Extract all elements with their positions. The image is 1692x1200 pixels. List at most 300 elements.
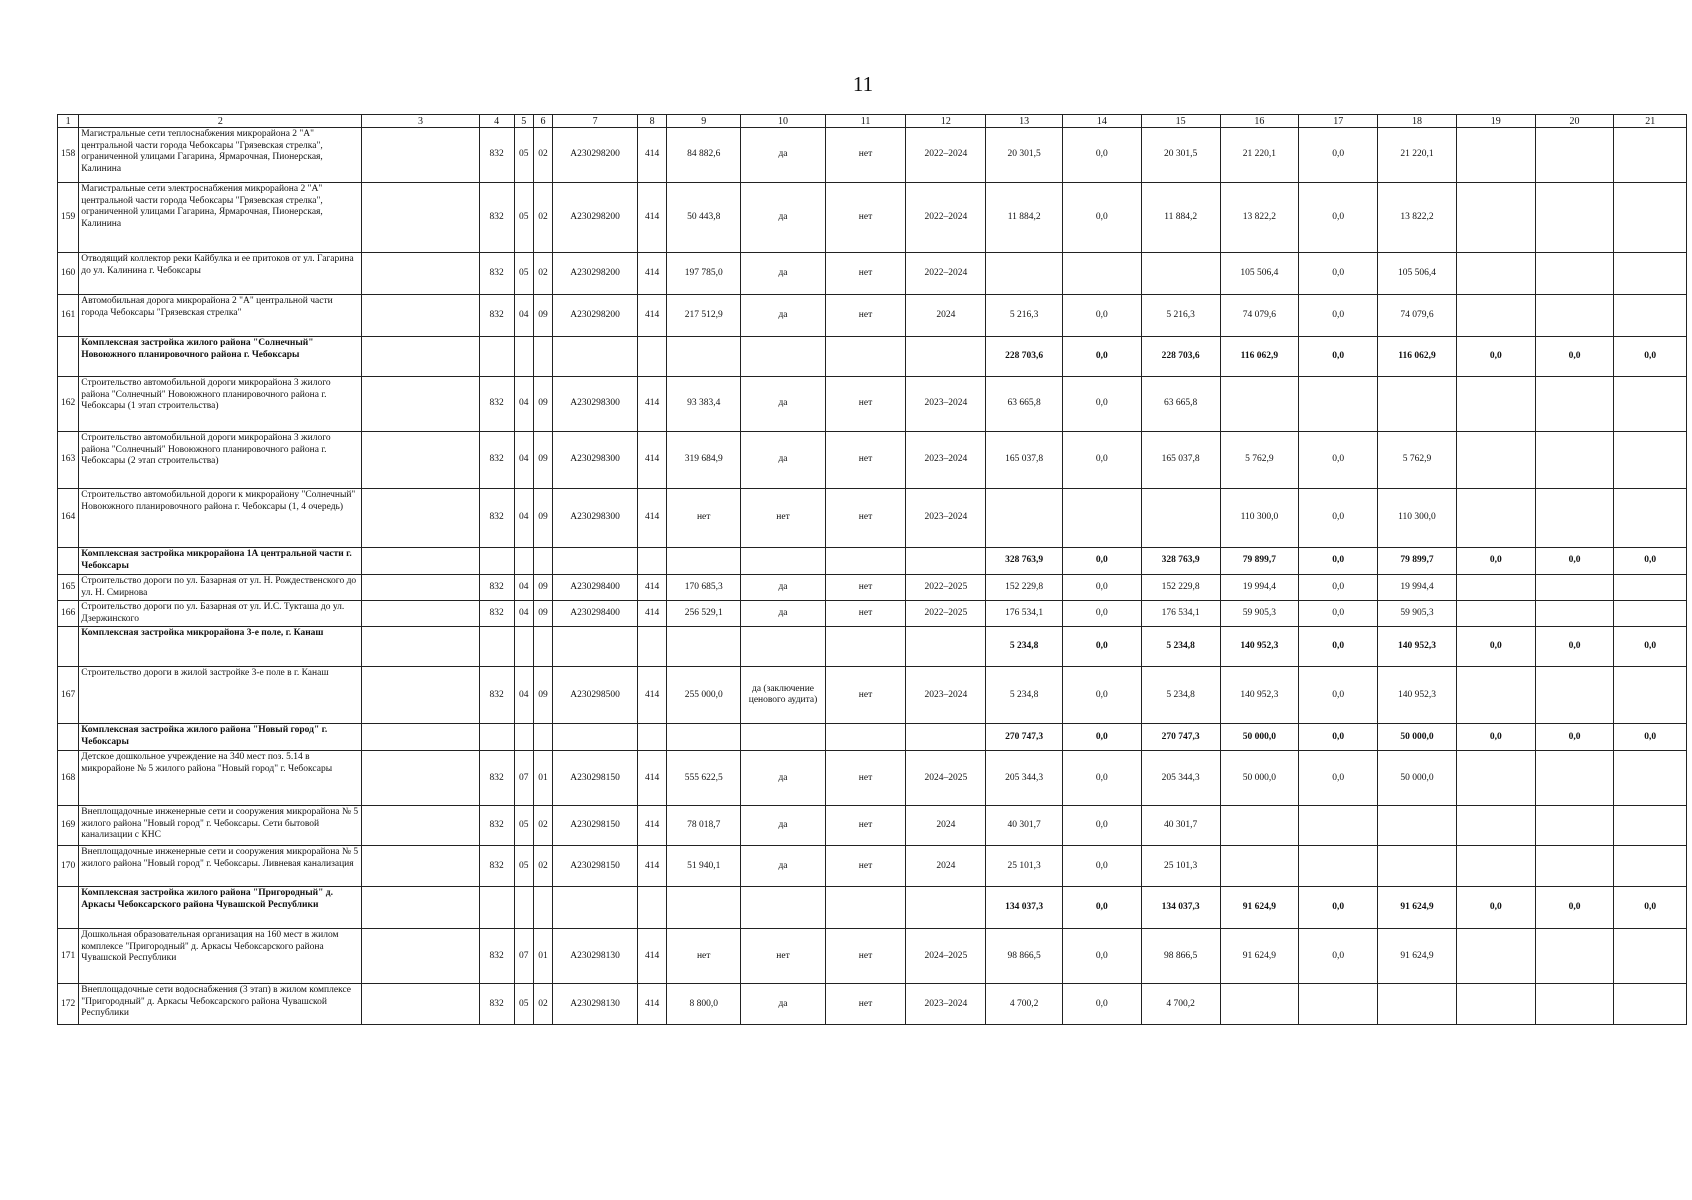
table-cell <box>362 667 479 724</box>
table-cell: 256 529,1 <box>666 601 741 627</box>
table-row <box>58 128 1687 183</box>
table-cell <box>638 887 667 929</box>
table-cell <box>362 601 479 627</box>
table-cell: 832 <box>479 377 514 432</box>
table-cell <box>1614 667 1687 724</box>
table-cell: 0,0 <box>1062 724 1141 751</box>
column-number-header: 20 <box>1535 115 1614 128</box>
table-cell: 2023–2024 <box>906 489 986 548</box>
object-name-cell: Внеплощадочные инженерные сети и сооружения микрорайона № 5 жилого района "Новый город" г. Чебоксары. Ливневая канализация <box>79 846 362 887</box>
table-cell: 0,0 <box>1299 929 1378 984</box>
object-name-cell: Строительство автомобильной дороги микрорайона 3 жилого района "Солнечный" Новоюжного планировочного района г. Чебоксары (1 этап строительства) <box>79 377 362 432</box>
table-cell: 414 <box>638 432 667 489</box>
table-cell: нет <box>825 806 906 846</box>
object-name-cell: Комплексная застройка микрорайона 1А центральной части г. Чебоксары <box>79 548 362 575</box>
row-number-cell: 172 <box>58 984 79 1025</box>
table-cell <box>1614 984 1687 1025</box>
table-cell <box>362 128 479 183</box>
table-cell: 19 994,4 <box>1220 575 1299 601</box>
table-cell: 205 344,3 <box>1141 751 1220 806</box>
object-name-cell: Комплексная застройка жилого района "Пригородный" д. Аркасы Чебоксарского района Чувашской Республики <box>79 887 362 929</box>
table-cell <box>1614 432 1687 489</box>
table-cell: 09 <box>533 575 552 601</box>
table-cell: 0,0 <box>1299 627 1378 667</box>
object-name-cell: Внеплощадочные сети водоснабжения (3 этап) в жилом комплексе "Пригородный" д. Аркасы Чебоксарского района Чувашской Республики <box>79 984 362 1025</box>
table-cell: 140 952,3 <box>1220 627 1299 667</box>
table-cell <box>362 295 479 337</box>
table-cell: 0,0 <box>1062 183 1141 253</box>
table-cell: 0,0 <box>1062 377 1141 432</box>
table-cell <box>1614 377 1687 432</box>
table-cell: 05 <box>514 128 533 183</box>
table-cell: 50 000,0 <box>1378 751 1457 806</box>
table-cell: нет <box>825 575 906 601</box>
table-cell: 555 622,5 <box>666 751 741 806</box>
table-cell: 255 000,0 <box>666 667 741 724</box>
table-cell <box>479 337 514 377</box>
table-cell <box>1614 751 1687 806</box>
table-cell: да <box>741 806 825 846</box>
table-cell: нет <box>825 183 906 253</box>
row-number-cell: 165 <box>58 575 79 601</box>
table-cell: 832 <box>479 667 514 724</box>
table-cell <box>479 887 514 929</box>
table-cell: нет <box>825 984 906 1025</box>
table-cell: 152 229,8 <box>986 575 1063 601</box>
table-cell: 5 234,8 <box>986 667 1063 724</box>
table-cell <box>362 548 479 575</box>
table-cell: 2024 <box>906 295 986 337</box>
table-cell <box>1456 751 1535 806</box>
table-row <box>58 846 1687 887</box>
table-cell: А230298200 <box>553 128 638 183</box>
column-number-header: 13 <box>986 115 1063 128</box>
table-cell <box>1535 295 1614 337</box>
table-cell: 40 301,7 <box>986 806 1063 846</box>
table-cell <box>1062 253 1141 295</box>
table-cell: 0,0 <box>1299 489 1378 548</box>
table-cell: да (заключение ценового аудита) <box>741 667 825 724</box>
page-number: 11 <box>852 72 874 96</box>
table-cell: 07 <box>514 929 533 984</box>
table-cell <box>1614 575 1687 601</box>
table-cell: 414 <box>638 575 667 601</box>
table-cell: А230298130 <box>553 929 638 984</box>
table-cell: нет <box>666 929 741 984</box>
table-cell <box>1614 929 1687 984</box>
row-number-cell: 168 <box>58 751 79 806</box>
table-cell: 832 <box>479 601 514 627</box>
table-cell <box>1456 667 1535 724</box>
table-cell <box>514 548 533 575</box>
row-number-cell <box>58 548 79 575</box>
table-cell: 19 994,4 <box>1378 575 1457 601</box>
row-number-cell: 169 <box>58 806 79 846</box>
table-cell: 2024 <box>906 806 986 846</box>
table-cell: да <box>741 183 825 253</box>
table-cell <box>553 548 638 575</box>
table-cell: 2023–2024 <box>906 667 986 724</box>
table-cell <box>666 337 741 377</box>
table-cell: 01 <box>533 751 552 806</box>
table-cell <box>1456 984 1535 1025</box>
table-cell <box>638 724 667 751</box>
table-row <box>58 667 1687 724</box>
table-cell: 02 <box>533 128 552 183</box>
row-number-cell: 163 <box>58 432 79 489</box>
column-number-header: 16 <box>1220 115 1299 128</box>
table-cell <box>1141 253 1220 295</box>
table-cell: 25 101,3 <box>1141 846 1220 887</box>
table-cell: 79 899,7 <box>1378 548 1457 575</box>
table-cell: 140 952,3 <box>1378 627 1457 667</box>
table-cell <box>1378 377 1457 432</box>
table-cell: 02 <box>533 984 552 1025</box>
column-number-header: 10 <box>741 115 825 128</box>
table-cell: 2022–2024 <box>906 183 986 253</box>
table-cell: 134 037,3 <box>986 887 1063 929</box>
table-cell: 2024–2025 <box>906 751 986 806</box>
table-cell: 165 037,8 <box>1141 432 1220 489</box>
table-cell: А230298300 <box>553 432 638 489</box>
table-cell: нет <box>825 846 906 887</box>
table-cell: 0,0 <box>1535 887 1614 929</box>
table-cell: нет <box>825 295 906 337</box>
table-cell <box>362 751 479 806</box>
table-cell: 0,0 <box>1062 929 1141 984</box>
table-cell <box>906 627 986 667</box>
table-cell: 0,0 <box>1299 667 1378 724</box>
table-cell <box>479 627 514 667</box>
table-cell: А230298300 <box>553 377 638 432</box>
table-cell: нет <box>825 253 906 295</box>
table-cell: 414 <box>638 128 667 183</box>
table-cell <box>1220 984 1299 1025</box>
table-cell <box>1456 575 1535 601</box>
table-cell: 0,0 <box>1614 548 1687 575</box>
table-cell: 0,0 <box>1456 627 1535 667</box>
table-cell: 91 624,9 <box>1378 887 1457 929</box>
table-cell <box>1535 377 1614 432</box>
table-cell: А230298200 <box>553 253 638 295</box>
group-total-row <box>58 627 1687 667</box>
table-cell: 0,0 <box>1299 887 1378 929</box>
table-cell: да <box>741 984 825 1025</box>
table-cell: 09 <box>533 377 552 432</box>
group-total-row <box>58 887 1687 929</box>
table-cell: А230298130 <box>553 984 638 1025</box>
table-cell: нет <box>741 929 825 984</box>
table-cell: 0,0 <box>1535 627 1614 667</box>
table-cell: 0,0 <box>1062 548 1141 575</box>
table-cell: нет <box>825 601 906 627</box>
object-name-cell: Строительство автомобильной дороги к микрорайону "Солнечный" Новоюжного планировочного района г. Чебоксары (1, 4 очередь) <box>79 489 362 548</box>
row-number-cell: 161 <box>58 295 79 337</box>
table-cell <box>1220 846 1299 887</box>
table-cell: 07 <box>514 751 533 806</box>
table-cell: нет <box>825 929 906 984</box>
table-cell: да <box>741 846 825 887</box>
table-cell <box>533 627 552 667</box>
table-cell: 0,0 <box>1456 887 1535 929</box>
column-number-header-row <box>58 115 1687 128</box>
table-cell <box>906 887 986 929</box>
table-cell: 0,0 <box>1299 575 1378 601</box>
table-cell <box>362 337 479 377</box>
table-cell: 04 <box>514 432 533 489</box>
table-cell: нет <box>825 128 906 183</box>
table-cell: 09 <box>533 601 552 627</box>
table-cell: 414 <box>638 846 667 887</box>
table-cell: 0,0 <box>1299 601 1378 627</box>
table-cell: 140 952,3 <box>1220 667 1299 724</box>
table-cell: 59 905,3 <box>1378 601 1457 627</box>
table-cell: 832 <box>479 253 514 295</box>
table-cell: 50 000,0 <box>1220 724 1299 751</box>
column-number-header: 12 <box>906 115 986 128</box>
table-cell: 05 <box>514 984 533 1025</box>
column-number-header: 8 <box>638 115 667 128</box>
object-name-cell: Дошкольная образовательная организация на 160 мест в жилом комплексе "Пригородный" д. Аркасы Чебоксарского района Чувашской Республики <box>79 929 362 984</box>
table-cell: 2023–2024 <box>906 984 986 1025</box>
table-cell: 13 822,2 <box>1220 183 1299 253</box>
table-cell: 414 <box>638 489 667 548</box>
table-cell: 0,0 <box>1062 128 1141 183</box>
table-cell: А230298150 <box>553 846 638 887</box>
table-cell: 832 <box>479 183 514 253</box>
table-cell: 04 <box>514 601 533 627</box>
column-number-header: 3 <box>362 115 479 128</box>
table-cell <box>638 337 667 377</box>
table-cell: 0,0 <box>1535 337 1614 377</box>
column-number-header: 18 <box>1378 115 1457 128</box>
table-row <box>58 751 1687 806</box>
table-cell <box>1378 806 1457 846</box>
table-cell: А230298150 <box>553 806 638 846</box>
table-cell: 5 762,9 <box>1220 432 1299 489</box>
table-cell <box>741 548 825 575</box>
column-number-header: 9 <box>666 115 741 128</box>
table-cell: 04 <box>514 575 533 601</box>
table-cell <box>741 337 825 377</box>
table-cell <box>1378 984 1457 1025</box>
table-cell: 0,0 <box>1062 984 1141 1025</box>
table-cell: 05 <box>514 183 533 253</box>
table-cell: 0,0 <box>1062 627 1141 667</box>
table-cell <box>1141 489 1220 548</box>
table-cell <box>1535 128 1614 183</box>
table-cell: 170 685,3 <box>666 575 741 601</box>
table-cell: А230298200 <box>553 183 638 253</box>
table-cell: 0,0 <box>1062 575 1141 601</box>
table-cell: 79 899,7 <box>1220 548 1299 575</box>
object-name-cell: Строительство дороги в жилой застройке 3-е поле в г. Канаш <box>79 667 362 724</box>
table-cell <box>1456 489 1535 548</box>
table-cell: 0,0 <box>1299 253 1378 295</box>
table-cell: 0,0 <box>1062 601 1141 627</box>
table-cell: 2022–2025 <box>906 601 986 627</box>
table-cell: 832 <box>479 295 514 337</box>
table-cell: 98 866,5 <box>986 929 1063 984</box>
table-cell: 5 762,9 <box>1378 432 1457 489</box>
table-cell <box>514 887 533 929</box>
object-name-cell: Отводящий коллектор реки Кайбулка и ее притоков от ул. Гагарина до ул. Калинина г. Чебоксары <box>79 253 362 295</box>
table-cell <box>362 846 479 887</box>
row-number-cell: 158 <box>58 128 79 183</box>
table-cell: 414 <box>638 295 667 337</box>
table-cell: 05 <box>514 253 533 295</box>
table-cell <box>1456 295 1535 337</box>
object-name-cell: Комплексная застройка жилого района "Новый город" г. Чебоксары <box>79 724 362 751</box>
table-cell: 0,0 <box>1062 667 1141 724</box>
table-row <box>58 984 1687 1025</box>
table-cell: нет <box>825 489 906 548</box>
table-cell <box>1456 253 1535 295</box>
table-cell: 78 018,7 <box>666 806 741 846</box>
table-cell <box>1535 432 1614 489</box>
column-number-header: 19 <box>1456 115 1535 128</box>
table-cell: 02 <box>533 806 552 846</box>
table-cell: 0,0 <box>1535 724 1614 751</box>
row-number-cell: 166 <box>58 601 79 627</box>
column-number-header: 2 <box>79 115 362 128</box>
table-cell: 0,0 <box>1062 846 1141 887</box>
table-cell: 84 882,6 <box>666 128 741 183</box>
table-cell: 13 822,2 <box>1378 183 1457 253</box>
table-cell <box>1299 806 1378 846</box>
table-cell: 328 763,9 <box>1141 548 1220 575</box>
table-cell: 09 <box>533 489 552 548</box>
table-cell: 2024–2025 <box>906 929 986 984</box>
table-cell: 116 062,9 <box>1220 337 1299 377</box>
group-total-row <box>58 337 1687 377</box>
table-body <box>58 115 1687 1025</box>
table-cell: 04 <box>514 295 533 337</box>
table-cell: 74 079,6 <box>1378 295 1457 337</box>
table-cell <box>362 929 479 984</box>
table-cell: нет <box>666 489 741 548</box>
table-cell <box>1456 183 1535 253</box>
table-cell: 40 301,7 <box>1141 806 1220 846</box>
table-cell: 832 <box>479 806 514 846</box>
table-cell: 0,0 <box>1456 724 1535 751</box>
column-number-header: 4 <box>479 115 514 128</box>
table-cell: А230298400 <box>553 601 638 627</box>
table-cell: 0,0 <box>1062 751 1141 806</box>
row-number-cell: 171 <box>58 929 79 984</box>
table-cell: 152 229,8 <box>1141 575 1220 601</box>
column-number-header: 1 <box>58 115 79 128</box>
table-cell <box>1614 489 1687 548</box>
table-cell: 270 747,3 <box>1141 724 1220 751</box>
table-cell <box>1456 806 1535 846</box>
table-cell: 414 <box>638 751 667 806</box>
row-number-cell <box>58 627 79 667</box>
table-cell: 0,0 <box>1299 295 1378 337</box>
table-cell <box>362 575 479 601</box>
table-cell <box>741 627 825 667</box>
table-cell <box>533 337 552 377</box>
object-name-cell: Комплексная застройка жилого района "Солнечный" Новоюжного планировочного района г. Чебоксары <box>79 337 362 377</box>
table-cell: 25 101,3 <box>986 846 1063 887</box>
table-cell <box>479 548 514 575</box>
row-number-cell: 164 <box>58 489 79 548</box>
object-name-cell: Строительство дороги по ул. Базарная от ул. Н. Рождественского до ул. Н. Смирнова <box>79 575 362 601</box>
row-number-cell: 167 <box>58 667 79 724</box>
table-cell: 414 <box>638 667 667 724</box>
table-cell: 0,0 <box>1062 432 1141 489</box>
table-cell: 04 <box>514 667 533 724</box>
table-cell: 01 <box>533 929 552 984</box>
table-row <box>58 253 1687 295</box>
table-cell <box>741 724 825 751</box>
table-cell: 0,0 <box>1614 337 1687 377</box>
table-cell: 0,0 <box>1062 295 1141 337</box>
object-name-cell: Строительство дороги по ул. Базарная от ул. И.С. Тукташа до ул. Дзержинского <box>79 601 362 627</box>
table-row <box>58 806 1687 846</box>
table-cell: 832 <box>479 575 514 601</box>
table-cell: 02 <box>533 846 552 887</box>
table-cell: 116 062,9 <box>1378 337 1457 377</box>
object-name-cell: Магистральные сети электроснабжения микрорайона 2 "А" центральной части города Чебоксары "Грязевская стрелка", ограниченной улицами Гагарина, Ярмарочная, Пионерская, Калинина <box>79 183 362 253</box>
group-total-row <box>58 548 1687 575</box>
table-cell <box>1456 929 1535 984</box>
table-cell <box>362 627 479 667</box>
table-cell: нет <box>825 667 906 724</box>
table-cell <box>553 627 638 667</box>
table-cell: 832 <box>479 751 514 806</box>
table-cell: 832 <box>479 929 514 984</box>
table-cell <box>362 253 479 295</box>
table-cell: да <box>741 751 825 806</box>
table-cell: 134 037,3 <box>1141 887 1220 929</box>
column-number-header: 7 <box>553 115 638 128</box>
table-cell: 328 763,9 <box>986 548 1063 575</box>
table-cell: да <box>741 432 825 489</box>
table-cell: 11 884,2 <box>986 183 1063 253</box>
object-name-cell: Внеплощадочные инженерные сети и сооружения микрорайона № 5 жилого района "Новый город" г. Чебоксары. Сети бытовой канализации с КНС <box>79 806 362 846</box>
table-cell: 0,0 <box>1614 724 1687 751</box>
table-cell <box>1535 984 1614 1025</box>
investment-table <box>57 114 1687 1025</box>
table-cell: 4 700,2 <box>1141 984 1220 1025</box>
table-cell <box>1535 667 1614 724</box>
table-cell <box>362 984 479 1025</box>
table-cell <box>986 489 1063 548</box>
table-cell <box>362 377 479 432</box>
object-name-cell: Магистральные сети теплоснабжения микрорайона 2 "А" центральной части города Чебоксары "Грязевская стрелка", ограниченной улицами Гагарина, Ярмарочная, Пионерская, Калинина <box>79 128 362 183</box>
table-cell <box>1535 183 1614 253</box>
column-number-header: 21 <box>1614 115 1687 128</box>
table-row <box>58 575 1687 601</box>
table-cell: 5 216,3 <box>1141 295 1220 337</box>
table-cell <box>1456 432 1535 489</box>
table-cell: 228 703,6 <box>986 337 1063 377</box>
table-cell: 105 506,4 <box>1378 253 1457 295</box>
table-cell: 5 234,8 <box>1141 627 1220 667</box>
table-cell <box>1220 806 1299 846</box>
table-cell: да <box>741 253 825 295</box>
row-number-cell: 162 <box>58 377 79 432</box>
object-name-cell: Комплексная застройка микрорайона 3-е поле, г. Канаш <box>79 627 362 667</box>
table-cell: 05 <box>514 806 533 846</box>
table-cell: 176 534,1 <box>1141 601 1220 627</box>
table-cell: 176 534,1 <box>986 601 1063 627</box>
table-row <box>58 929 1687 984</box>
table-cell: 165 037,8 <box>986 432 1063 489</box>
table-cell: 2022–2025 <box>906 575 986 601</box>
table-cell <box>741 887 825 929</box>
